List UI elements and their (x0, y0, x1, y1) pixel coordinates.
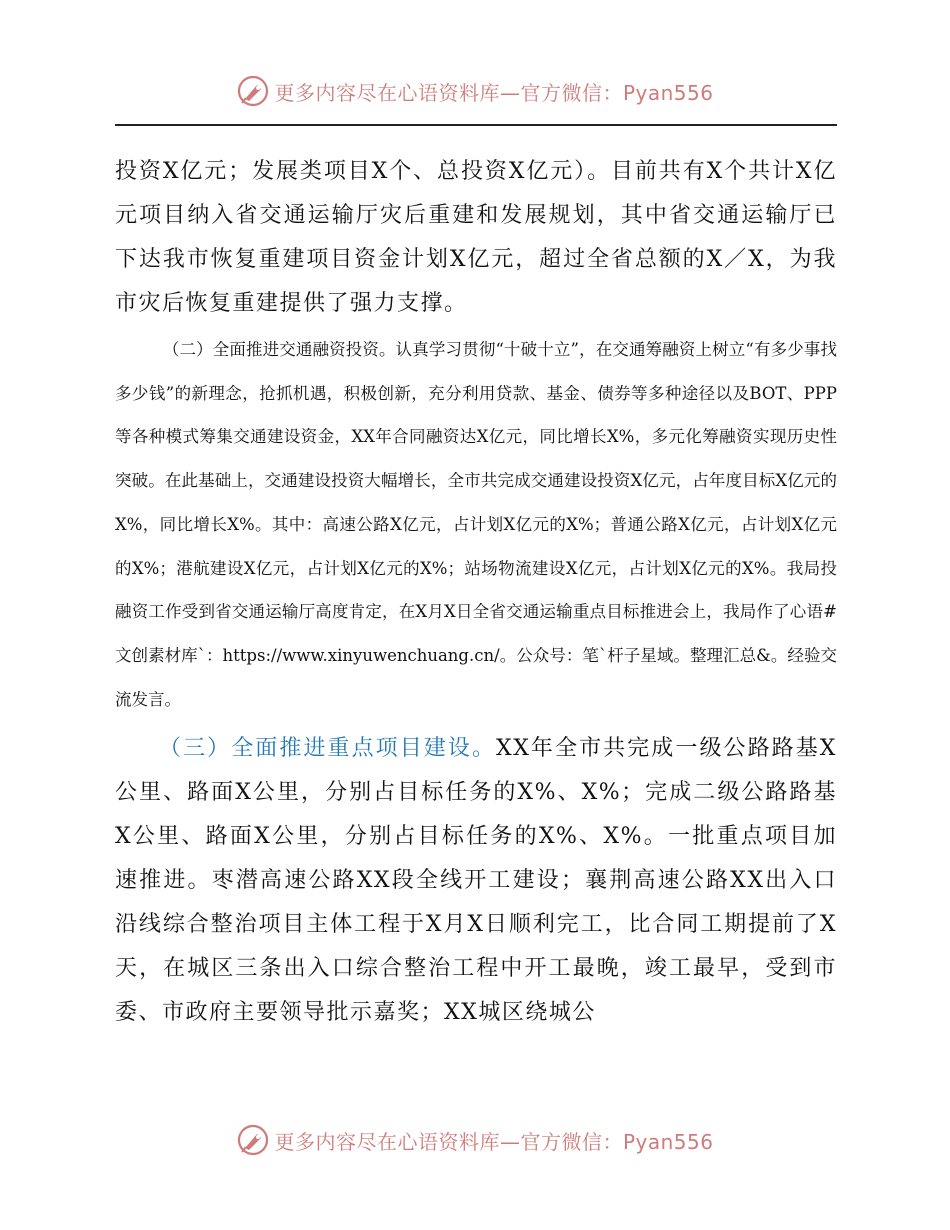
header-banner (0, 71, 950, 111)
header-divider (115, 124, 837, 126)
paragraph-2: （二）全面推进交通融资投资。认真学习贯彻“十破十立”，在交通筹融资上树立“有多少事找多少钱”的新理念，抢抓机遇，积极创新，充分利用贷款、基金、债券等多种途径以及BOT、PPP等各种模式筹集交通建设资金，XX年合同融资达X亿元，同比增长X%，多元化筹融资实现历史性突破。在此基础上，交通建设投资大幅增长，全市共完成交通建设投资X亿元，占年度目标X亿元的X%，同比增长X%。其中：高速公路X亿元，占计划X亿元的X%；普通公路X亿元，占计划X亿元的X%；港航建设X亿元，占计划X亿元的X%；站场物流建设X亿元，占计划X亿元的X%。我局投融资工作受到省交通运输厅高度肯定，在X月X日全省交通运输重点目标推进会上，我局作了心语#文创素材库`：https://www.xinyuwenchuang.cn/。公众号：笔`杆子星域。整理汇总&。经验交流发言。 (115, 340, 837, 709)
header-banner-text: 更多内容尽在心语资料库—官方微信：Pyan556 (274, 80, 714, 105)
paragraph-3 (115, 727, 837, 1035)
footer-banner (0, 1120, 950, 1160)
paragraph-1: 投资X亿元；发展类项目X个、总投资X亿元）。目前共有X个共计X亿元项目纳入省交通运输厅灾后重建和发展规划，其中省交通运输厅已下达我市恢复重建项目资金计划X亿元，超过全省总额的X／X，为我市灾后恢复重建提供了强力支撑。 (115, 159, 837, 316)
paragraph-3-body: XX年全市共完成一级公路路基X公里、路面X公里，分别占目标任务的X%、X%；完成二级公路路基X公里、路面X公里，分别占目标任务的X%、X%。一批重点项目加速推进。枣潜高速公路XX段全线开工建设；襄荆高速公路XX出入口沿线综合整治项目主体工程于X月X日顺利完工，比合同工期提前了X天，在城区三条出入口综合整治工程中开工最晚，竣工最早，受到市委、市政府主要领导批示嘉奖；XX城区绕城公 (115, 736, 837, 1026)
section-heading: （三）全面推进重点项目建设。 (159, 736, 497, 762)
pen-nib-logo-icon (236, 74, 270, 108)
pen-nib-logo-icon (236, 1123, 270, 1157)
footer-banner-text: 更多内容尽在心语资料库—官方微信：Pyan556 (274, 1129, 714, 1154)
document-body (115, 150, 837, 1035)
